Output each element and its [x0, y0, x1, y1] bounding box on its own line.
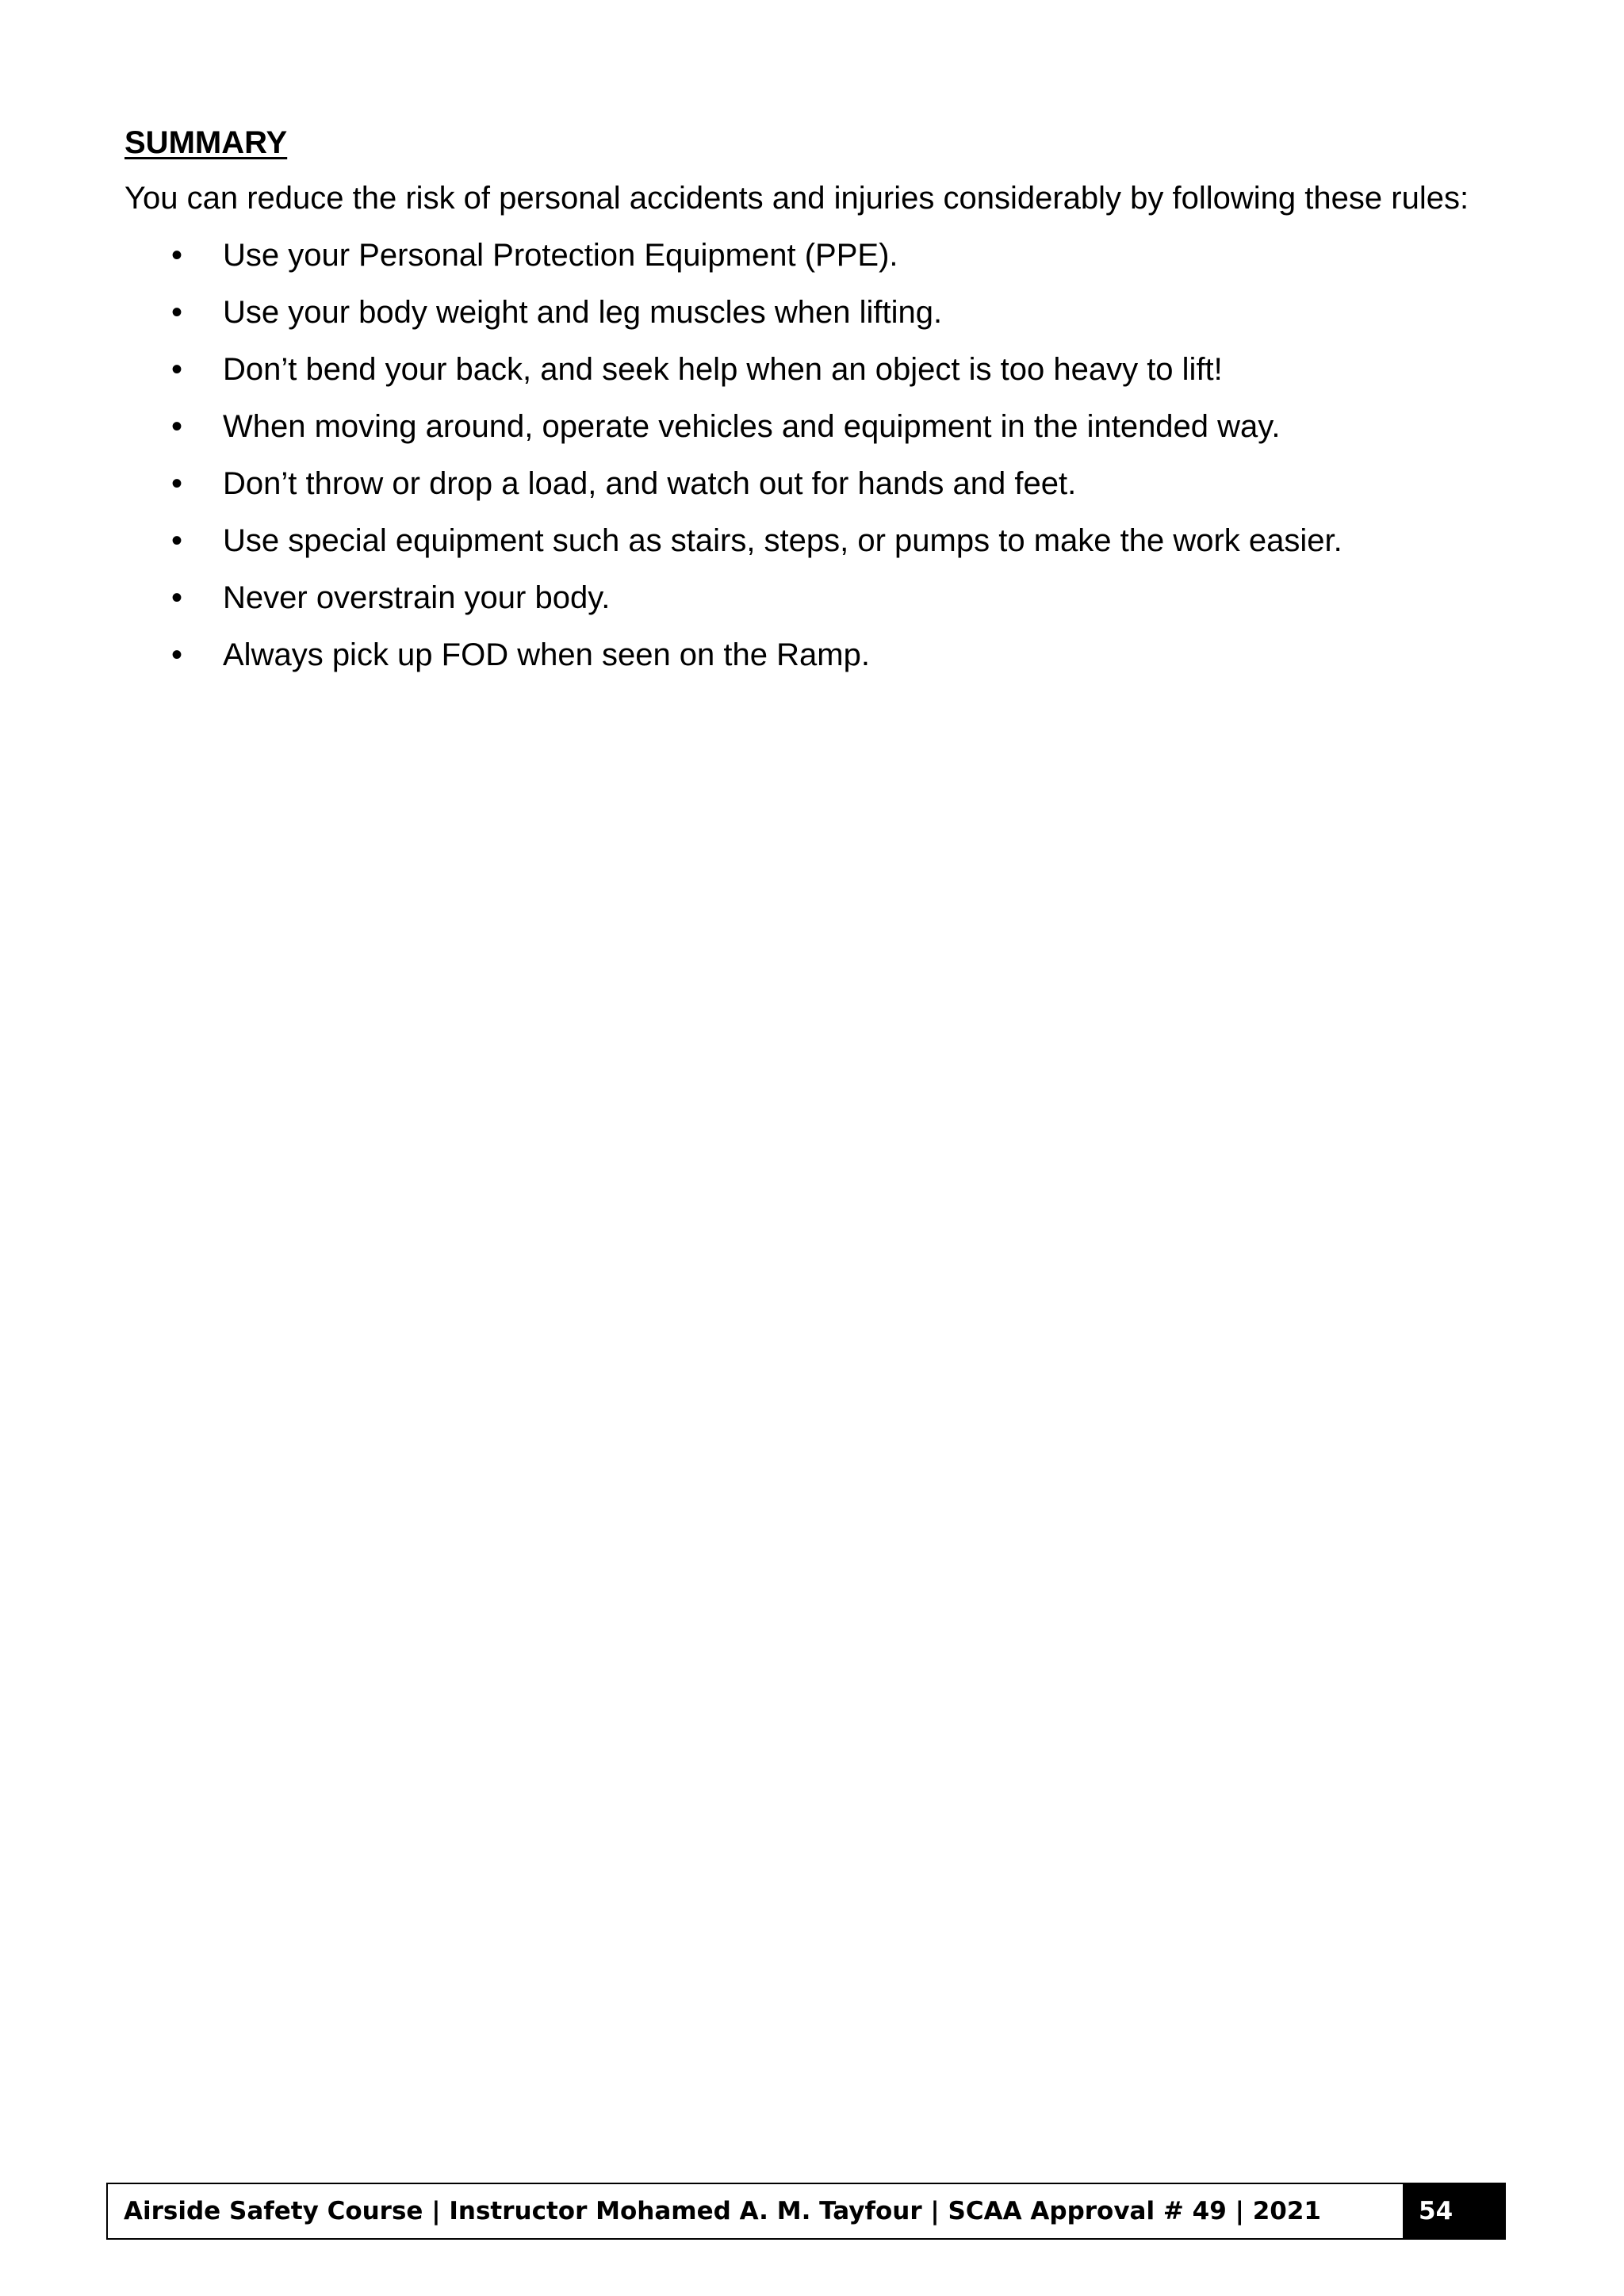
rule-text: When moving around, operate vehicles and equipment in the intended way.	[223, 409, 1281, 444]
rule-text: Use your Personal Protection Equipment (PPE).	[223, 238, 898, 273]
bullet-icon: •	[171, 295, 183, 330]
rule-text: Use your body weight and leg muscles when lifting.	[223, 295, 943, 330]
page-number: 54	[1403, 2184, 1504, 2238]
bullet-icon: •	[171, 409, 183, 444]
rule-text: Always pick up FOD when seen on the Ramp.	[223, 637, 870, 672]
bullet-icon: •	[171, 523, 183, 558]
bullet-icon: •	[171, 466, 183, 501]
rule-text: Don’t throw or drop a load, and watch out for hands and feet.	[223, 466, 1077, 501]
rule-text: Don’t bend your back, and seek help when an object is too heavy to lift!	[223, 352, 1223, 387]
rule-text: Never overstrain your body.	[223, 580, 611, 615]
section-heading: SUMMARY	[124, 125, 288, 160]
bullet-icon: •	[171, 580, 183, 615]
bullet-icon: •	[171, 238, 183, 273]
page-footer	[106, 2183, 1506, 2240]
bullet-icon: •	[171, 637, 183, 672]
bullet-icon: •	[171, 352, 183, 387]
rule-text: Use special equipment such as stairs, steps, or pumps to make the work easier.	[223, 523, 1342, 558]
footer-course-info: Airside Safety Course | Instructor Mohamed A. M. Tayfour | SCAA Approval # 49 | 2021	[124, 2197, 1321, 2225]
intro-paragraph: You can reduce the risk of personal accidents and injuries considerably by following these rules:	[124, 181, 1469, 216]
